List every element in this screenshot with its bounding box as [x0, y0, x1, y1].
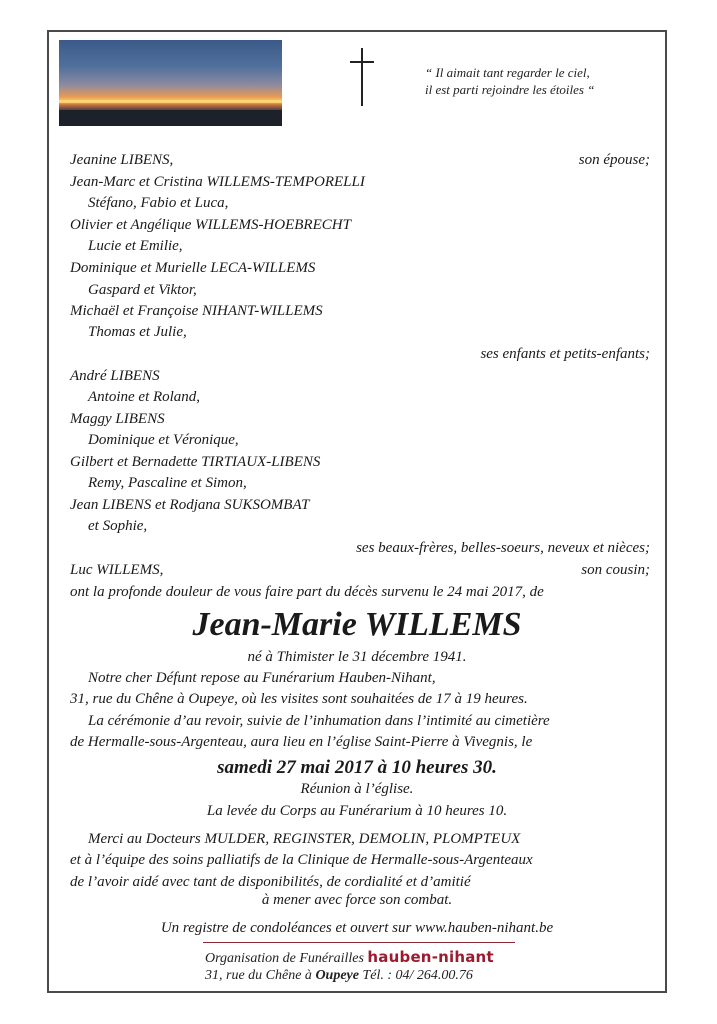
family-line: Jeanine LIBENS, [70, 152, 174, 168]
family-line: Lucie et Emilie, [88, 238, 183, 254]
address-street: 31, rue du Chêne à [205, 968, 312, 983]
epitaph-quote [425, 64, 594, 98]
family-line: Stéfano, Fabio et Luca, [88, 195, 229, 211]
family-line: Luc WILLEMS, [70, 562, 164, 578]
address-phone: Tél. : 04/ 264.00.76 [362, 968, 473, 983]
footer-divider [203, 942, 515, 943]
details-line: de Hermalle-sous-Argenteau, aura lieu en l’église Saint-Pierre à Vivegnis, le [70, 734, 533, 750]
family-line: Dominique et Véronique, [88, 432, 239, 448]
family-line: Olivier et Angélique WILLEMS-HOEBRECHT [70, 217, 351, 233]
deceased-name: Jean-Marie WILLEMS [192, 606, 522, 643]
brand-logo: hauben-nihant [367, 948, 494, 966]
family-line: Michaël et Françoise NIHANT-WILLEMS [70, 303, 323, 319]
family-line: Thomas et Julie, [88, 324, 187, 340]
family-line: Antoine et Roland, [88, 389, 201, 405]
cross-icon [350, 48, 374, 106]
details-line: 31, rue du Chêne à Oupeye, où les visites sont souhaitées de 17 à 19 heures. [70, 691, 528, 707]
address-line [205, 967, 473, 985]
details-line: La cérémonie d’au revoir, suivie de l’inhumation dans l’intimité au cimetière [88, 713, 550, 729]
organizer-label: Organisation de Funérailles [205, 951, 364, 966]
family-line: Gilbert et Bernadette TIRTIAUX-LIBENS [70, 454, 321, 470]
family-line: Gaspard et Viktor, [88, 282, 197, 298]
family-line: et Sophie, [88, 518, 148, 534]
thanks-line: et à l’équipe des soins palliatifs de la Clinique de Hermalle-sous-Argenteaux [70, 852, 533, 868]
family-line: Dominique et Murielle LECA-WILLEMS [70, 260, 316, 276]
family-line: Jean-Marc et Cristina WILLEMS-TEMPORELLI [70, 174, 365, 190]
details-line: Réunion à l’église. [300, 781, 414, 797]
relation-label: son cousin; [581, 562, 650, 578]
details-line: La levée du Corps au Funérarium à 10 heures 10. [206, 803, 508, 819]
relation-label: son épouse; [578, 152, 650, 168]
organizer-line [205, 948, 494, 968]
family-line: Jean LIBENS et Rodjana SUKSOMBAT [70, 497, 310, 513]
ceremony-date: samedi 27 mai 2017 à 10 heures 30. [217, 757, 497, 778]
family-line: André LIBENS [70, 368, 160, 384]
quote-line-2: il est parti rejoindre les étoiles “ [425, 82, 595, 97]
horizon-glow [59, 100, 282, 103]
relation-label: ses enfants et petits-enfants; [480, 346, 650, 362]
details-line: Notre cher Défunt repose au Funérarium Hauben-Nihant, [88, 670, 436, 686]
family-line: Remy, Pascaline et Simon, [88, 475, 247, 491]
family-line: Maggy LIBENS [70, 411, 165, 427]
register-line: Un registre de condoléances et ouvert sur www.hauben-nihant.be [160, 920, 554, 936]
sunset-photo [59, 40, 282, 126]
relation-label: ses beaux-frères, belles-soeurs, neveux et nièces; [356, 540, 650, 556]
thanks-line: Merci au Docteurs MULDER, REGINSTER, DEMOLIN, PLOMPTEUX [88, 831, 521, 847]
announcement-line: ont la profonde douleur de vous faire part du décès survenu le 24 mai 2017, de [70, 584, 544, 600]
address-city: Oupeye [315, 968, 359, 983]
thanks-line: à mener avec force son combat. [261, 892, 453, 908]
birth-info: né à Thimister le 31 décembre 1941. [247, 649, 467, 665]
quote-line-1: “ Il aimait tant regarder le ciel, [425, 65, 590, 80]
sea-silhouette [59, 110, 282, 126]
thanks-line: de l’avoir aidé avec tant de disponibilités, de cordialité et d’amitié [70, 874, 471, 890]
